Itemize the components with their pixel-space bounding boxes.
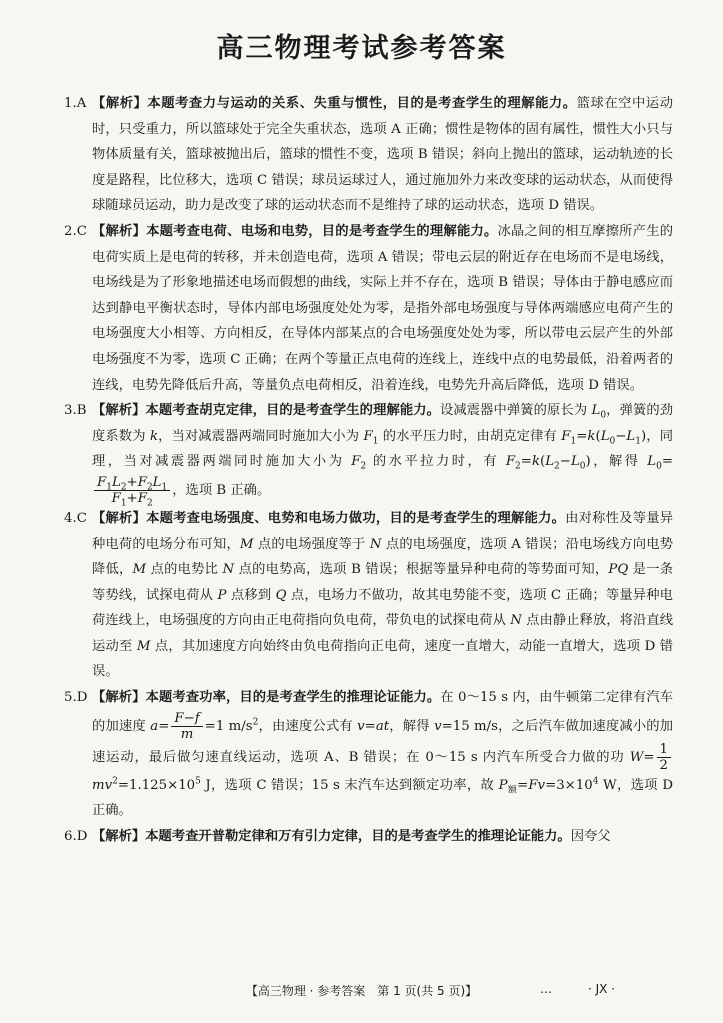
footer-text: 【高三物理 · 参考答案 第 1 页(共 5 页)】	[245, 984, 478, 998]
footer-code: · JX ·	[588, 982, 616, 996]
answer-number: 4.C	[64, 510, 87, 526]
answer-number: 5.D	[64, 690, 88, 706]
answer-3: 3.B 【解析】本题考查胡克定律，目的是考查学生的理解能力。设减震器中弹簧的原长为 $L_0$，弹簧的劲度系数为 k，当对减震器两端同时施加大小为 $F_1$ 的水平压力时，由胡克定律有 $F_1=k(L_0-L_1)$，同理，当对减震器两端同时施加大小为 $F_2$ 的水平拉力时，有 $F_2=k(L_2-L_0)$，解得 $L_0=$ $\frac{F_1L_2+F_2L_1}{F_1+F_2}$ ，选项 B 正确。	[92, 398, 673, 506]
answer-number: 3.B	[64, 403, 87, 419]
answer-5: 5.D 【解析】本题考查功率，目的是考查学生的推理论证能力。在 0～15 s 内，由牛顿第二定律有汽车的加速度 a= $\frac{F-f}{m}$ =1 $m/s^2$，由速度公式有 v=at，解得 v=15 m/s，之后汽车做加速度减小的加速运动，最后做匀速直线运动，选项 A、B 错误；在 0～15 s 内汽车所受合力做的功 W= $\frac{1}{2}$ $mv^2=1.125\times 10^5$ J，选项 C 错误；15 s 末汽车达到额定功率，故 $P_额=Fv=3\times 10^4$ W，选项 D 正确。	[92, 685, 673, 824]
answer-1: 1.A 【解析】本题考查力与运动的关系、失重与惯性，目的是考查学生的理解能力。篮球在空中运动时，只受重力，所以篮球处于完全失重状态，选项 A 正确；惯性是物体的固有属性，惯性大小只与物体质量有关，篮球被抛出后，篮球的惯性不变，选项 B 错误；斜向上抛出的篮球，运动轨迹的长度是路程，比位移大，选项 C 错误；球员运球过人，通过施加外力来改变球的运动状态，从而使得球随球员运动，助力是改变了球的运动状态而不是维持了球的运动状态，选项 D 错误。	[92, 91, 673, 219]
answer-6: 6.D 【解析】本题考查开普勒定律和万有引力定律，目的是考查学生的推理论证能力。因夸父	[92, 824, 673, 850]
page-title: 高三物理考试参考答案	[216, 33, 507, 64]
answer-4: 4.C 【解析】本题考查电场强度、电势和电场力做功，目的是考查学生的理解能力。由对称性及等量异种电荷的电场分布可知，M 点的电场强度等于 N 点的电场强度，选项 A 错误；沿电场线方向电势降低，M 点的电势比 N 点的电势高，选项 B 错误；根据等量异种电荷的等势面可知，PQ 是一条等势线，试探电荷从 P 点移到 Q 点，电场力不做功，故其电势能不变，选项 C 正确；等量异种电荷连线上，电场强度的方向由正电荷指向负电荷，带负电的试探电荷从 N 点由静止释放，将沿直线运动至 M 点，其加速度方向始终由负电荷指向正电荷，速度一直增大，动能一直增大，选项 D 错误。	[92, 506, 673, 685]
fraction: $\frac{F-f}{m}$	[171, 711, 202, 742]
answer-number: 1.A	[64, 96, 87, 111]
footer-mark: …	[540, 982, 552, 996]
answer-number: 2.C	[64, 223, 87, 239]
fraction: $\frac{1}{2}$	[657, 742, 671, 773]
fraction: $\frac{F_1L_2+F_2L_1}{F_1+F_2}$	[94, 475, 170, 506]
answer-2: 2.C 【解析】本题考查电荷、电场和电势，目的是考查学生的理解能力。冰晶之间的相互摩擦所产生的电荷实质上是电荷的转移，并未创造电荷，选项 A 错误；带电云层的附近存在电场而不是电场线，电场线是为了形象地描述电场而假想的曲线，实际上并不存在，选项 B 错误；导体由于静电感应而达到静电平衡状态时，导体内部电场强度处处为零，是指外部电场强度与导体两端感应电荷产生的电场强度大小相等、方向相反，在导体内部某点的合电场强度处处为零，所以带电云层产生的外部电场强度不为零，选项 C 正确；在两个等量正点电荷的连线上，连线中点的电势最低，沿着两者的连线，电势先降低后升高，等量负点电荷相反，沿着连线，电势先升高后降低，选项 D 错误。	[92, 219, 673, 398]
page-footer	[0, 982, 723, 999]
answer-number: 6.D	[64, 828, 88, 844]
